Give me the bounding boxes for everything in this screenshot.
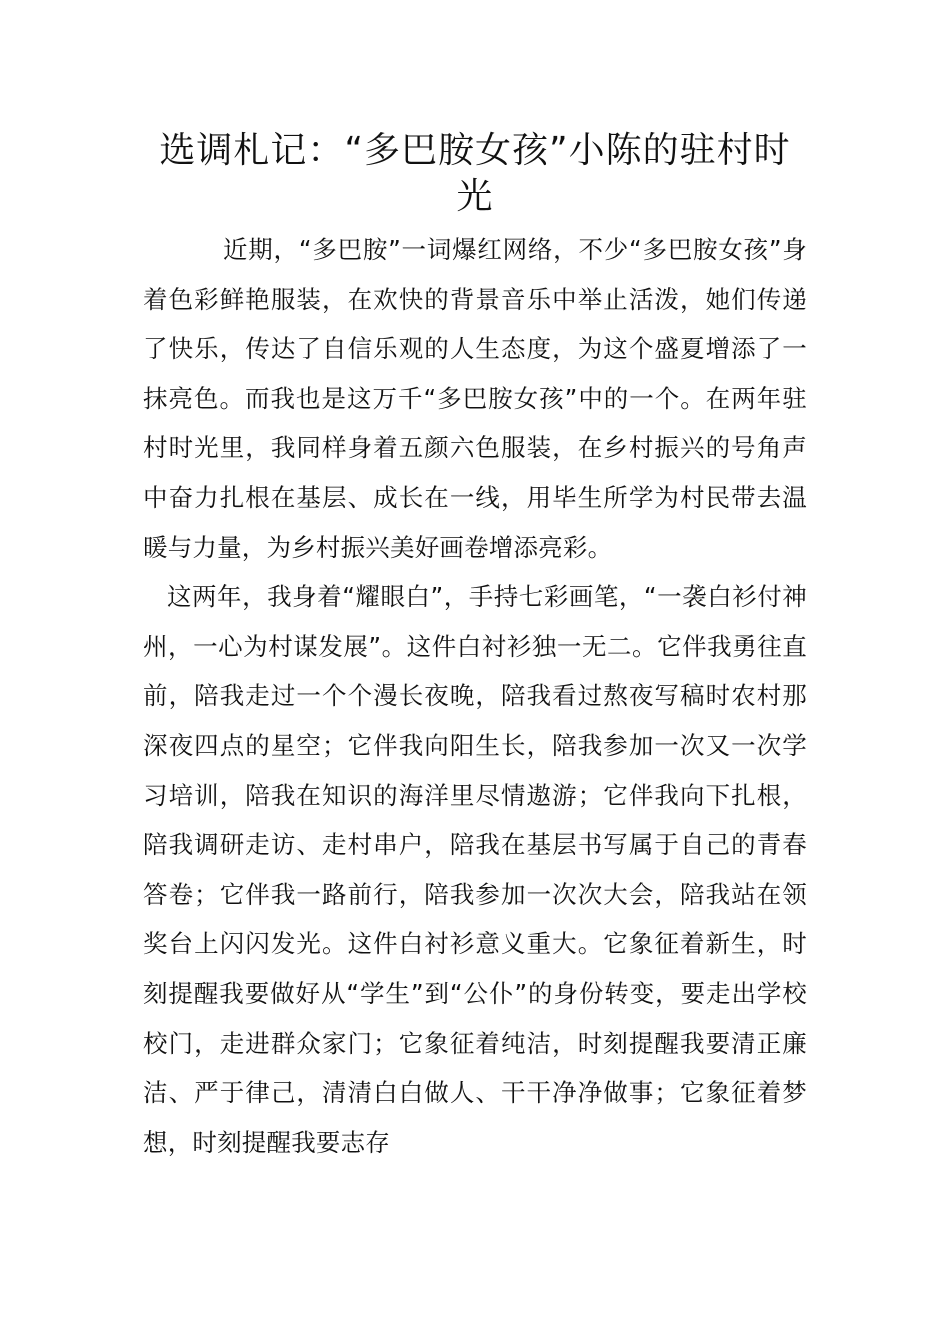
- document-body: [143, 225, 807, 1167]
- paragraph-intro: 近期，“多巴胺”一词爆红网络，不少“多巴胺女孩”身着色彩鲜艳服装，在欢快的背景音乐中举止活泼，她们传递了快乐，传达了自信乐观的人生态度，为这个盛夏增添了一抹亮色。而我也是这万千“多巴胺女孩”中的一个。在两年驻村时光里，我同样身着五颜六色服装，在乡村振兴的号角声中奋力扎根在基层、成长在一线，用毕生所学为村民带去温暖与力量，为乡村振兴美好画卷增添亮彩。: [143, 235, 807, 562]
- paragraph-white-shirt: 这两年，我身着“耀眼白”，手持七彩画笔，“一袭白衫付神州，一心为村谋发展”。这件白衬衫独一无二。它伴我勇往直前，陪我走过一个个漫长夜晚，陪我看过熬夜写稿时农村那深夜四点的星空；它伴我向阳生长，陪我参加一次又一次学习培训，陪我在知识的海洋里尽情遨游；它伴我向下扎根，陪我调研走访、走村串户，陪我在基层书写属于自己的青春答卷；它伴我一路前行，陪我参加一次次大会，陪我站在领奖台上闪闪发光。这件白衬衫意义重大。它象征着新生，时刻提醒我要做好从“学生”到“公仆”的身份转变，要走出学校校门，走进群众家门；它象征着纯洁，时刻提醒我要清正廉洁、严于律己，清清白白做人、干干净净做事；它象征着梦想，时刻提醒我要志存: [143, 582, 807, 1157]
- document-title: 选调札记：“多巴胺女孩”小陈的驻村时光: [159, 130, 791, 217]
